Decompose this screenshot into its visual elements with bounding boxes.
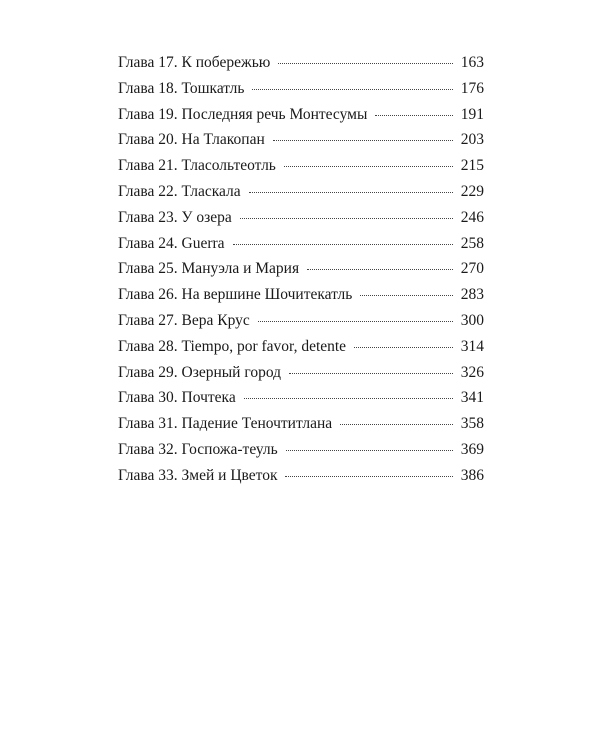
chapter-title: Глава 17. К побережью xyxy=(118,54,271,71)
page-number: 326 xyxy=(460,363,484,381)
page-number: 386 xyxy=(460,466,484,484)
page-number: 341 xyxy=(460,389,484,407)
toc-entry xyxy=(118,437,484,463)
dot-leader xyxy=(252,89,452,90)
chapter-title: Глава 27. Вера Крус xyxy=(118,311,250,329)
chapter-title: Глава 26. На вершине Шочитекатль xyxy=(118,286,353,304)
dot-leader xyxy=(233,244,453,245)
dot-leader xyxy=(375,115,452,116)
page-number: 163 xyxy=(460,54,484,71)
toc-entry xyxy=(118,76,484,102)
toc-entry xyxy=(118,411,484,437)
toc-entry xyxy=(118,334,484,360)
page-number: 215 xyxy=(460,157,484,175)
page-number: 176 xyxy=(460,79,484,97)
toc-entry xyxy=(118,153,484,179)
chapter-title: Глава 28. Tiempo, por favor, detente xyxy=(118,337,347,355)
toc-entry xyxy=(118,102,484,128)
toc-entry xyxy=(118,179,484,205)
dot-leader xyxy=(284,166,453,167)
page-number: 246 xyxy=(460,208,484,226)
chapter-title: Глава 25. Мануэла и Мария xyxy=(118,260,300,278)
dot-leader xyxy=(289,373,453,374)
toc-entry xyxy=(118,205,484,231)
toc-entry xyxy=(118,360,484,386)
chapter-title: Глава 30. Почтека xyxy=(118,389,236,407)
chapter-title: Глава 32. Госпожа-теуль xyxy=(118,440,278,458)
dot-leader xyxy=(307,269,453,270)
page-number: 314 xyxy=(460,337,484,355)
table-of-contents xyxy=(118,50,484,489)
page-number: 300 xyxy=(460,311,484,329)
chapter-title: Глава 24. Guerra xyxy=(118,234,225,252)
dot-leader xyxy=(286,450,453,451)
dot-leader xyxy=(285,476,452,477)
chapter-title: Глава 29. Озерный город xyxy=(118,363,282,381)
page-number: 191 xyxy=(460,105,484,123)
chapter-title: Глава 31. Падение Теночтитлана xyxy=(118,415,333,433)
chapter-title: Глава 19. Последняя речь Монтесумы xyxy=(118,105,368,123)
dot-leader xyxy=(340,424,453,425)
chapter-title: Глава 23. У озера xyxy=(118,208,232,226)
toc-entry xyxy=(118,231,484,257)
chapter-title: Глава 18. Тошкатль xyxy=(118,79,245,97)
toc-entry xyxy=(118,282,484,308)
page-number: 270 xyxy=(460,260,484,278)
toc-entry xyxy=(118,127,484,153)
dot-leader xyxy=(278,63,452,64)
chapter-title: Глава 22. Тласкала xyxy=(118,182,241,200)
dot-leader xyxy=(244,398,453,399)
dot-leader xyxy=(249,192,453,193)
chapter-title: Глава 21. Тласольтеотль xyxy=(118,157,276,175)
chapter-title: Глава 20. На Тлакопан xyxy=(118,131,265,149)
dot-leader xyxy=(354,347,453,348)
toc-entry xyxy=(118,308,484,334)
dot-leader xyxy=(273,140,453,141)
dot-leader xyxy=(360,295,452,296)
toc-entry xyxy=(118,385,484,411)
page-number: 258 xyxy=(460,234,484,252)
page-number: 358 xyxy=(460,415,484,433)
dot-leader xyxy=(240,218,453,219)
chapter-title: Глава 33. Змей и Цветок xyxy=(118,466,278,484)
dot-leader xyxy=(258,321,453,322)
page-number: 203 xyxy=(460,131,484,149)
page-number: 283 xyxy=(460,286,484,304)
page-number: 369 xyxy=(460,440,484,458)
toc-entry xyxy=(118,256,484,282)
toc-entry xyxy=(118,463,484,489)
page-number: 229 xyxy=(460,182,484,200)
toc-entry xyxy=(118,50,484,76)
